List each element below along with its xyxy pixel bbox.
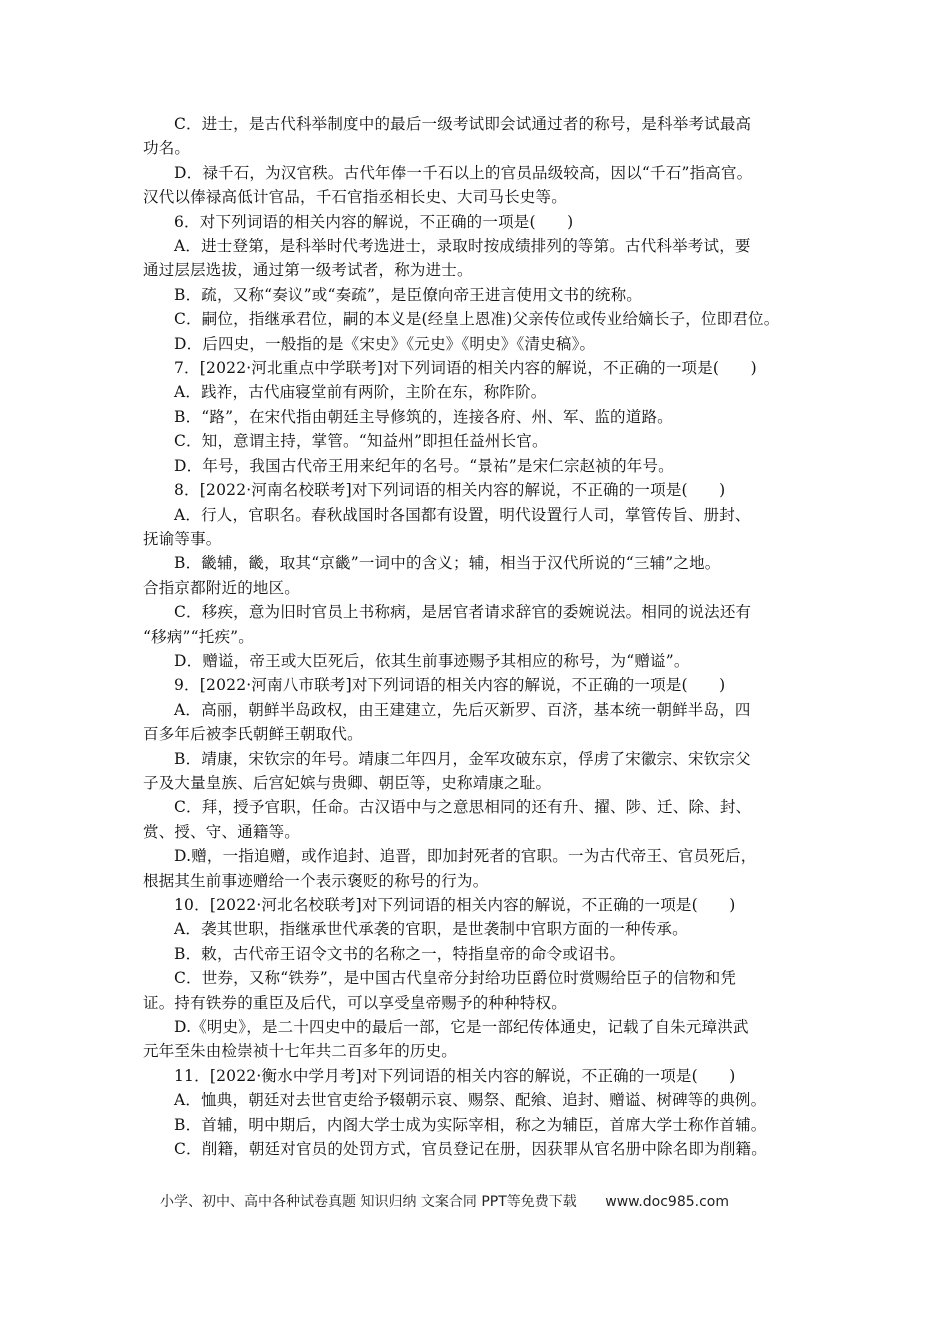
text-line: B．靖康，宋钦宗的年号。靖康二年四月，金军攻破东京，俘虏了宋徽宗、宋钦宗父: [174, 749, 751, 768]
text-line: D．赠谥，帝王或大臣死后，依其生前事迹赐予其相应的称号，为“赠谥”。: [174, 651, 690, 670]
text-line: “移病”“托疾”。: [143, 627, 254, 646]
text-line: C．削籍，朝廷对官员的处罚方式，官员登记在册，因获罪从官名册中除名即为削籍。: [174, 1140, 767, 1159]
text-line: 子及大量皇族、后宫妃嫔与贵卿、朝臣等，史称靖康之耻。: [143, 773, 552, 792]
text-line: 汉代以俸禄高低计官品，千石官指丞相长史、大司马长史等。: [143, 188, 567, 207]
text-line: A．行人，官职名。春秋战国时各国都有设置，明代设置行人司，掌管传旨、册封、: [174, 505, 751, 524]
text-line: 抚谕等事。: [143, 529, 222, 548]
text-line: A．进士登第，是科举时代考选进士，录取时按成绩排列的等第。古代科举考试，要: [174, 237, 751, 256]
text-line: B．首辅，明中期后，内阁大学士成为实际宰相，称之为辅臣，首席大学士称作首辅。: [174, 1115, 767, 1134]
question-6-stem: 6．对下列词语的相关内容的解说，不正确的一项是( ): [174, 212, 574, 231]
text-line: 通过层层选拔，通过第一级考试者，称为进士。: [143, 261, 473, 280]
text-line: C．嗣位，指继承君位，嗣的本义是(经皇上恩准)父亲传位或传业给嫡长子，位即君位。: [174, 310, 780, 329]
text-line: 功名。: [143, 139, 191, 158]
question-11-stem: 11．[2022·衡水中学月考]对下列词语的相关内容的解说，不正确的一项是( ): [174, 1066, 736, 1085]
text-line: D.《明史》，是二十四史中的最后一部，它是一部纪传体通史，记载了自朱元璋洪武: [174, 1018, 749, 1037]
text-line: 根据其生前事迹赠给一个表示褒贬的称号的行为。: [143, 871, 489, 890]
text-line: C．移疾，意为旧时官员上书称病，是居官者请求辞官的委婉说法。相同的说法还有: [174, 603, 752, 622]
text-line: A．高丽，朝鲜半岛政权，由王建建立，先后灭新罗、百济，基本统一朝鲜半岛，四: [174, 700, 751, 719]
text-line: D．后四史，一般指的是《宋史》《元史》《明史》《清史稿》。: [174, 334, 596, 353]
page-footer: [160, 1191, 810, 1211]
question-9-stem: 9．[2022·河南八市联考]对下列词语的相关内容的解说，不正确的一项是( ): [174, 676, 726, 695]
question-8-stem: 8．[2022·河南名校联考]对下列词语的相关内容的解说，不正确的一项是( ): [174, 481, 726, 500]
question-7-stem: 7．[2022·河北重点中学联考]对下列词语的相关内容的解说，不正确的一项是( ): [174, 359, 757, 378]
text-line: A．践祚，古代庙寝堂前有两阶，主阶在东，称阼阶。: [174, 383, 547, 402]
text-line: 元年至朱由检崇祯十七年共二百多年的历史。: [143, 1042, 458, 1061]
text-line: D．禄千石，为汉官秩。古代年俸一千石以上的官员品级较高，因以“千石”指高官。: [174, 163, 753, 182]
text-line: C．进士，是古代科举制度中的最后一级考试即会试通过者的称号，是科举考试最高: [174, 115, 752, 133]
text-line: D．年号，我国古代帝王用来纪年的名号。“景祐”是宋仁宗赵祯的年号。: [174, 456, 674, 475]
footer-text: 小学、初中、高中各种试卷真题 知识归纳 文案合同 PPT等免费下载: [160, 1194, 577, 1210]
text-line: 合指京都附近的地区。: [143, 578, 301, 597]
text-line: C．知，意谓主持，掌管。“知益州”即担任益州长官。: [174, 432, 548, 451]
text-line: B．疏，又称“奏议”或“奏疏”，是臣僚向帝王进言使用文书的统称。: [174, 285, 642, 304]
footer-site-link[interactable]: www.doc985.com: [605, 1194, 729, 1210]
text-line: C．世券，又称“铁券”，是中国古代皇帝分封给功臣爵位时赏赐给臣子的信物和凭: [174, 969, 737, 988]
text-line: 证。持有铁券的重臣及后代，可以享受皇帝赐予的种种特权。: [143, 993, 567, 1012]
text-line: A．袭其世职，指继承世代承袭的官职，是世袭制中官职方面的一种传承。: [174, 920, 688, 939]
question-10-stem: 10．[2022·河北名校联考]对下列词语的相关内容的解说，不正确的一项是( ): [174, 896, 736, 914]
text-line: B．畿辅，畿，取其“京畿”一词中的含义；辅，相当于汉代所说的“三辅”之地。: [174, 554, 721, 573]
text-line: B．敕，古代帝王诏令文书的名称之一，特指皇帝的命令或诏书。: [174, 944, 626, 963]
text-line: A．恤典，朝廷对去世官吏给予辍朝示哀、赐祭、配飨、追封、赠谥、树碑等的典例。: [174, 1091, 767, 1110]
document-body: [143, 112, 823, 1161]
text-line: C．拜，授予官职，任命。古汉语中与之意思相同的还有升、擢、陟、迁、除、封、: [174, 798, 752, 817]
text-line: B．“路”，在宋代指由朝廷主导修筑的，连接各府、州、军、监的道路。: [174, 407, 673, 426]
text-line: 百多年后被李氏朝鲜王朝取代。: [143, 725, 363, 744]
text-line: 赏、授、守、通籍等。: [143, 822, 301, 841]
text-line: D.赠，一指追赠，或作追封、追晋，即加封死者的官职。一为古代帝王、官员死后，: [174, 847, 757, 866]
